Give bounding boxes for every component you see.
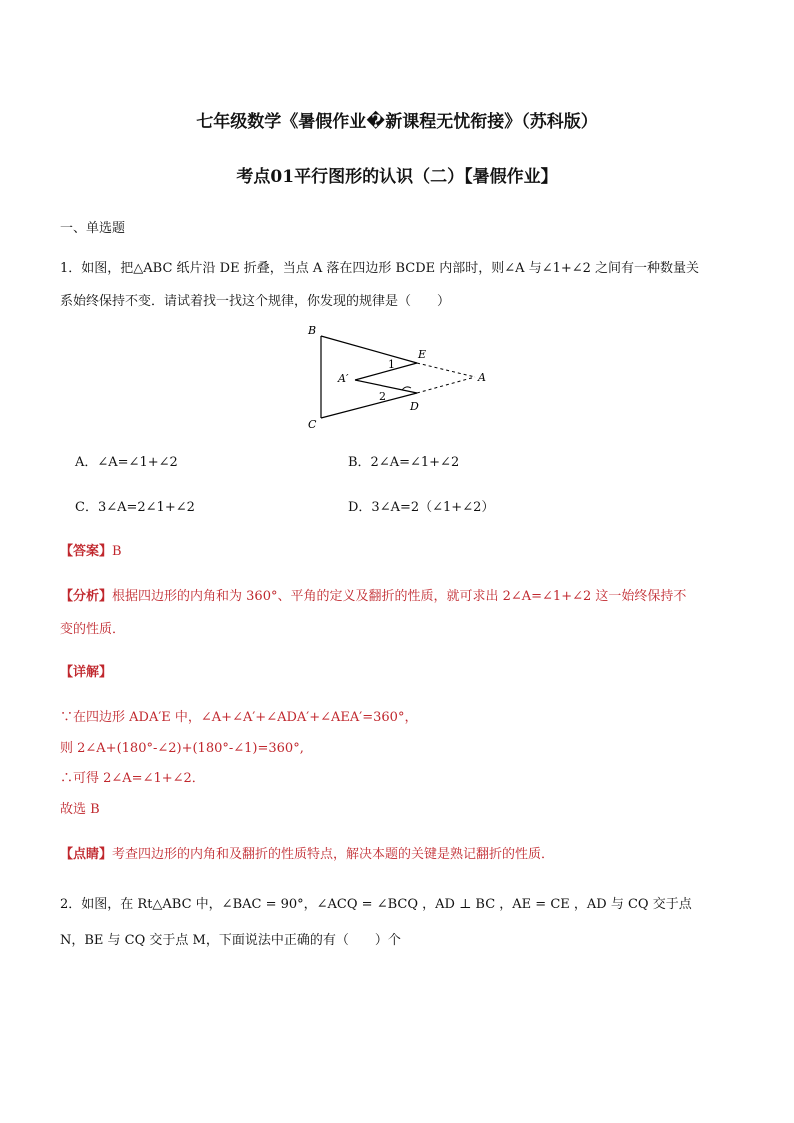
detail-line1: ∵在四边形 ADA′E 中，∠A+∠A′+∠ADA′+∠AEA′=360°， [60, 710, 418, 725]
question-1-figure [300, 318, 500, 436]
analysis-line2: 变的性质． [60, 622, 126, 637]
document-title: 七年级数学《暑假作业�新课程无忧衔接》（苏科版） [196, 112, 598, 132]
label-angle-1: 1 [388, 358, 395, 371]
comment-label: 【点睛】 [60, 847, 113, 862]
dashed-segment-da [417, 377, 475, 393]
comment-line [60, 843, 554, 862]
option-a: A．∠A=∠1+∠2 [75, 455, 178, 470]
label-b: B [308, 324, 317, 337]
label-a: A [478, 371, 486, 384]
label-e: E [418, 348, 427, 361]
document-subtitle: 考点01平行图形的认识（二）【暑假作业】 [236, 167, 558, 187]
label-d: D [410, 400, 419, 413]
segment-ea-prime [355, 363, 417, 380]
detail-line2: 则 2∠A+(180°-∠2)+(180°-∠1)=360°, [60, 741, 304, 756]
detail-label: 【详解】 [60, 665, 113, 680]
label-a-prime: A′ [338, 372, 349, 385]
analysis-text-1: 根据四边形的内角和为 360°、平角的定义及翻折的性质，就可求出 2∠A=∠1+∠2 这一始终保持不 [112, 589, 687, 604]
option-d: D．3∠A=2（∠1+∠2） [348, 500, 495, 515]
question-2-text-line2: N，BE 与 CQ 交于点 M，下面说法中正确的有（ ）个 [60, 933, 401, 948]
answer-line [60, 540, 122, 559]
dashed-segment-ea [417, 363, 475, 377]
label-c: C [308, 418, 317, 431]
comment-text: 考查四边形的内角和及翻折的性质特点，解决本题的关键是熟记翻折的性质． [112, 847, 555, 862]
answer-value: B [112, 544, 122, 559]
label-angle-2: 2 [379, 390, 386, 403]
option-c: C．3∠A=2∠1+∠2 [75, 500, 195, 515]
option-b: B．2∠A=∠1+∠2 [348, 455, 460, 470]
question-2-text-line1: 2．如图，在 Rt△ABC 中，∠BAC = 90°，∠ACQ = ∠BCQ ，AD ⊥ BC ，AE = CE ，AD 与 CQ 交于点 [60, 897, 692, 912]
answer-label: 【答案】 [60, 544, 113, 559]
detail-line3: ∴可得 2∠A=∠1+∠2． [60, 771, 205, 786]
segment-be [321, 336, 417, 363]
segment-cd [321, 393, 417, 418]
analysis-line1 [60, 585, 686, 604]
question-1-text-line2: 系始终保持不变．请试着找一找这个规律，你发现的规律是（ ） [60, 294, 451, 309]
section-heading: 一、单选题 [60, 221, 126, 236]
question-1-text-line1: 1．如图，把△ABC 纸片沿 DE 折叠，当点 A 落在四边形 BCDE 内部时，则∠A 与∠1+∠2 之间有一种数量关 [60, 261, 700, 276]
analysis-label: 【分析】 [60, 589, 113, 604]
detail-line4: 故选 B [60, 802, 100, 817]
